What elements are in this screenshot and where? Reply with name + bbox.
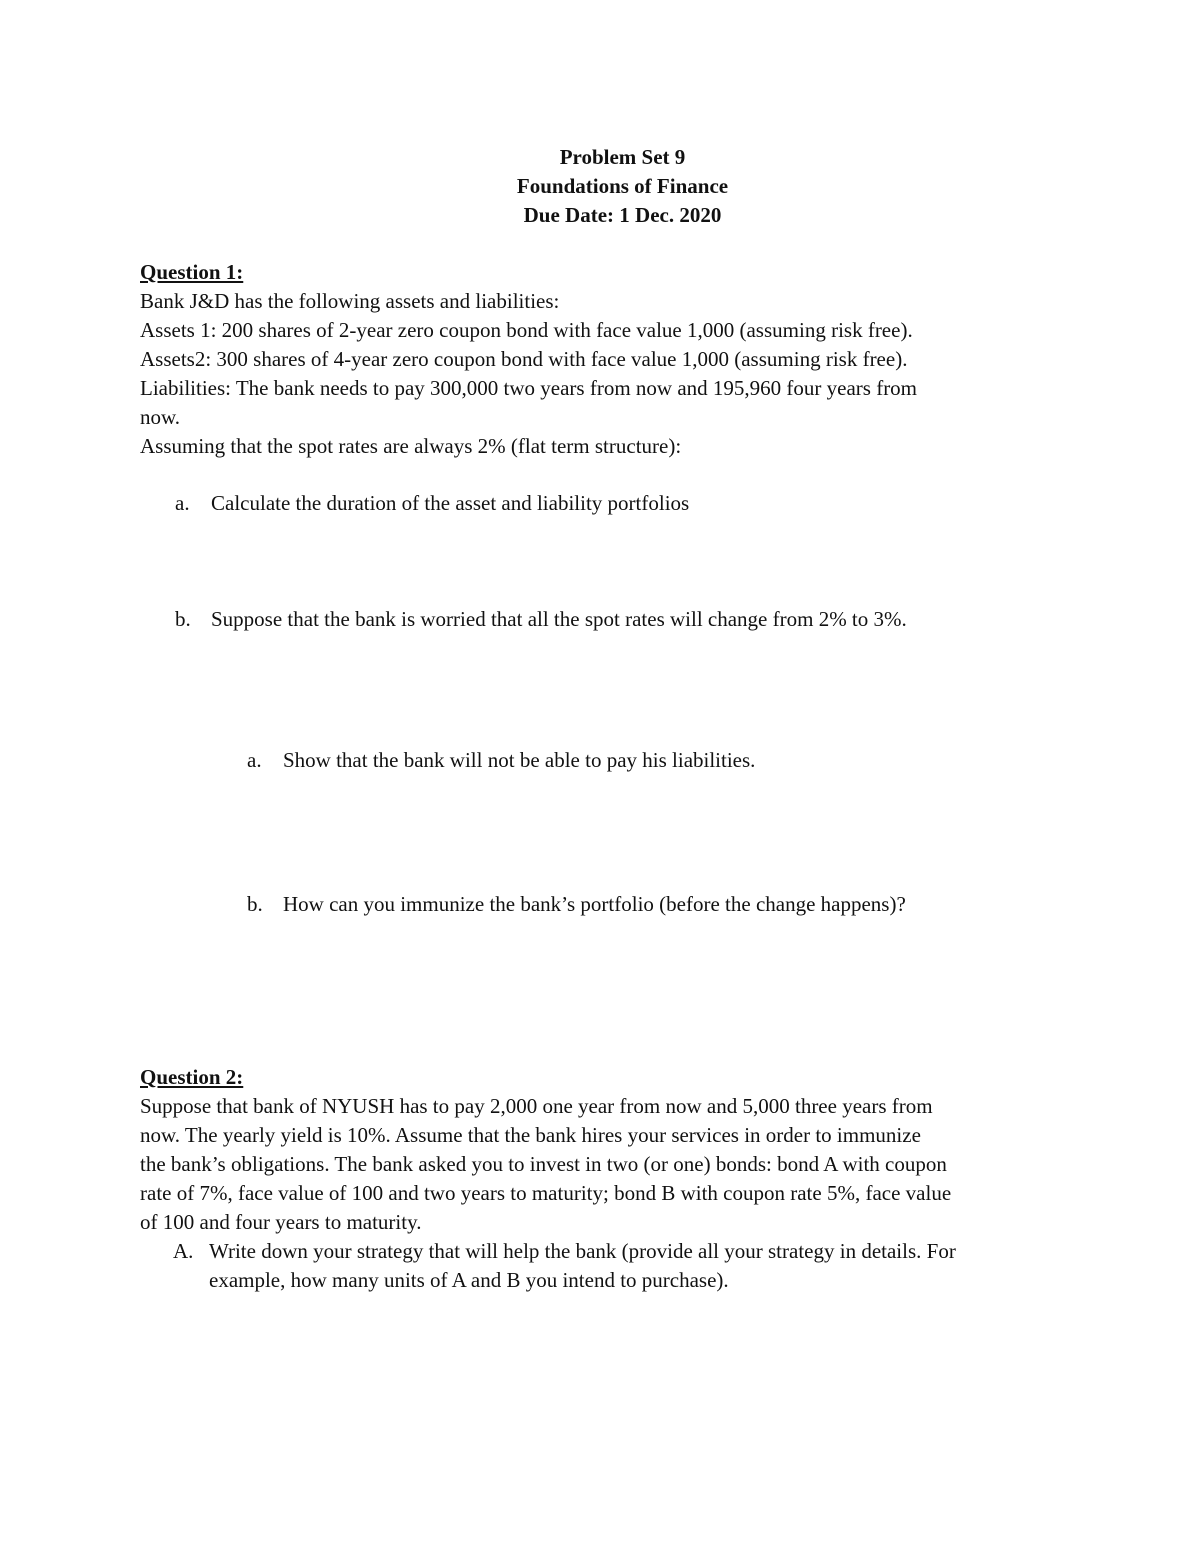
question-1-line: now. xyxy=(140,405,181,429)
question-2 xyxy=(140,1063,1060,1237)
question-1-line: Liabilities: The bank needs to pay 300,000 two years from now and 195,960 four years from xyxy=(140,376,918,400)
question-1-line: Assets2: 300 shares of 4-year zero coupon bond with face value 1,000 (assuming risk free). xyxy=(140,347,908,371)
question-2-line: Suppose that bank of NYUSH has to pay 2,000 one year from now and 5,000 three years from xyxy=(140,1094,933,1118)
item-text-line: example, how many units of A and B you intend to purchase). xyxy=(209,1268,729,1292)
subitem-marker: b. xyxy=(247,892,263,916)
question-2-line: the bank’s obligations. The bank asked you to invest in two (or one) bonds: bond A with coupon xyxy=(140,1152,947,1176)
question-1 xyxy=(140,258,1060,461)
question-1-line: Assuming that the spot rates are always 2% (flat term structure): xyxy=(140,434,682,458)
question-1-line: Assets 1: 200 shares of 2-year zero coupon bond with face value 1,000 (assuming risk free). xyxy=(140,318,913,342)
item-marker: b. xyxy=(175,607,191,631)
course-name: Foundations of Finance xyxy=(516,174,729,198)
question-2-line: now. The yearly yield is 10%. Assume that the bank hires your services in order to immunize xyxy=(140,1123,921,1147)
question-1-title: Question 1: xyxy=(140,260,244,284)
document-header xyxy=(0,143,1200,230)
question-1-line: Bank J&D has the following assets and liabilities: xyxy=(140,289,560,313)
item-marker: a. xyxy=(175,491,190,515)
question-2-line: rate of 7%, face value of 100 and two years to maturity; bond B with coupon rate 5%, face value xyxy=(140,1181,952,1205)
due-date: Due Date: 1 Dec. 2020 xyxy=(523,203,722,227)
item-text: Calculate the duration of the asset and liability portfolios xyxy=(211,491,690,515)
question-2-title: Question 2: xyxy=(140,1065,244,1089)
subitem-marker: a. xyxy=(247,748,262,772)
subitem-text: Show that the bank will not be able to pay his liabilities. xyxy=(283,748,756,772)
question-2-line: of 100 and four years to maturity. xyxy=(140,1210,422,1234)
item-marker: A. xyxy=(173,1239,194,1263)
problem-set-title: Problem Set 9 xyxy=(559,145,686,169)
subitem-text: How can you immunize the bank’s portfolio (before the change happens)? xyxy=(283,892,906,916)
item-text: Suppose that the bank is worried that all the spot rates will change from 2% to 3%. xyxy=(211,607,907,631)
item-text-line: Write down your strategy that will help the bank (provide all your strategy in details. For xyxy=(209,1239,956,1263)
